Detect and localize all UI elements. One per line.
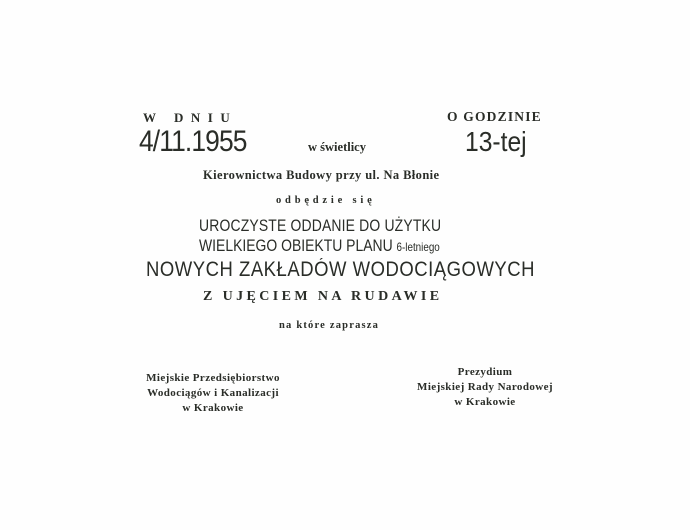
rudawa-intake-line: Z UJĘCIEM NA RUDAWIE <box>203 289 443 304</box>
six-year-text: 6-letniego <box>396 240 440 254</box>
signatory-right-line2: Miejskiej Rady Narodowej <box>417 381 553 393</box>
signatory-left-line1: Miejskie Przedsiębiorstwo <box>146 372 280 384</box>
o-godzinie-label: O GODZINIE <box>447 109 542 124</box>
plan-object-line <box>199 237 440 254</box>
ceremony-line: UROCZYSTE ODDANIE DO UŻYTKU <box>199 216 442 235</box>
plan-object-text: WIELKIEGO OBIEKTU PLANU <box>199 236 393 255</box>
location-line: Kierownictwa Budowy przy ul. Na Błonie <box>203 168 440 182</box>
w-dniu-label: W DNIU <box>143 110 238 125</box>
signatory-right <box>412 365 558 410</box>
odbedzie-sie-line: odbędzie się <box>276 195 376 206</box>
signatory-left-line2: Wodociągów i Kanalizacji <box>147 387 279 399</box>
invites-line: na które zaprasza <box>279 320 380 331</box>
signatory-right-line1: Prezydium <box>457 366 513 378</box>
event-date: 4/11.1955 <box>139 125 247 158</box>
w-swietlicy-text: w świetlicy <box>308 140 366 154</box>
event-hour: 13-tej <box>465 126 527 157</box>
signatory-right-line3: w Krakowie <box>454 396 516 408</box>
waterworks-headline: NOWYCH ZAKŁADÓW WODOCIĄGOWYCH <box>146 258 536 281</box>
signatory-left-line3: w Krakowie <box>182 402 244 414</box>
signatory-left <box>141 371 285 416</box>
